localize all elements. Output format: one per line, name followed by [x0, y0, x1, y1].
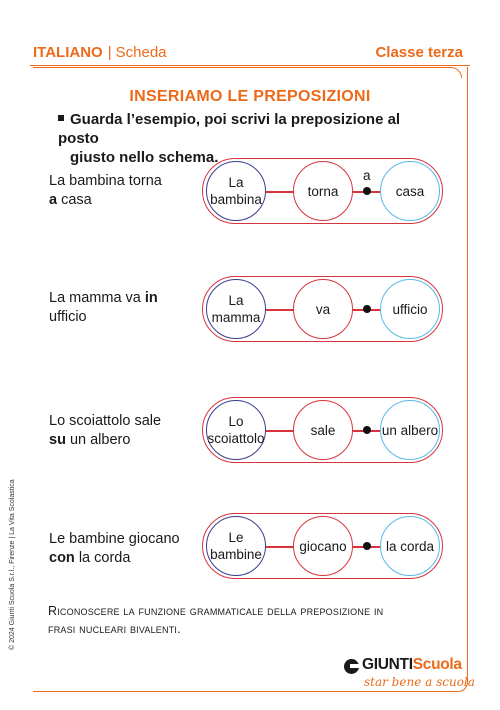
subject-circle: La mamma [206, 279, 266, 339]
logo-brand [362, 656, 462, 674]
sentence-preposition: in [144, 290, 158, 306]
preposition-label: a [363, 168, 371, 183]
preposition-dot [363, 305, 371, 313]
complement-circle: ufficio [380, 279, 440, 339]
publisher-logo [344, 656, 475, 692]
sentence-text: ufficio [49, 309, 87, 325]
learning-objective [48, 603, 448, 639]
header-separator: | [107, 44, 112, 61]
schema-row-2 [202, 276, 445, 344]
sentence-preposition: su [49, 432, 66, 448]
sentence-text: Le bambine giocano [49, 531, 180, 547]
logo-brand-a: GIUNTI [362, 656, 413, 673]
connector-line [266, 546, 294, 548]
sentence-1 [49, 172, 199, 210]
instruction-line-1: Guarda l’esempio, poi scrivi la preposizione al posto [58, 111, 401, 147]
sentence-text: La bambina torna [49, 173, 162, 189]
sentence-text: la corda [78, 550, 131, 566]
sheet-type-label: Scheda [115, 44, 167, 61]
preposition-dot [363, 187, 371, 195]
connector-line [266, 309, 294, 311]
sentence-text: La mamma va [49, 290, 141, 306]
complement-circle: un albero [380, 400, 440, 460]
copyright-notice: © 2024 Giunti Scuola S.r.l., Firenze | La Vita Scolastica [9, 479, 16, 650]
preposition-dot [363, 426, 371, 434]
sentence-2 [49, 289, 199, 327]
verb-circle: giocano [293, 516, 353, 576]
logo-tagline: star bene a scuola [364, 675, 475, 689]
connector-line [266, 191, 294, 193]
verb-circle: va [293, 279, 353, 339]
sentence-preposition: a [49, 192, 58, 208]
bullet-icon [58, 115, 64, 121]
complement-circle: casa [380, 161, 440, 221]
schema-row-3 [202, 397, 445, 465]
subject-label: ITALIANO [33, 44, 103, 61]
sentence-4 [49, 530, 199, 568]
objective-line-1: Riconoscere la funzione grammaticale della preposizione in [48, 604, 384, 618]
verb-circle: sale [293, 400, 353, 460]
sentence-preposition: con [49, 550, 75, 566]
sentence-text: Lo scoiattolo sale [49, 413, 162, 429]
connector-line [266, 430, 294, 432]
instruction-line-2: giusto nello schema. [70, 149, 219, 166]
sentence-text: un albero [69, 432, 131, 448]
sentence-3 [49, 412, 199, 450]
header-divider [30, 65, 470, 66]
sentence-text: casa [61, 192, 92, 208]
giunti-g-icon [344, 659, 359, 674]
class-label: Classe terza [375, 44, 463, 61]
page-title: INSERIAMO LE PREPOSIZIONI [129, 88, 371, 105]
complement-circle: la corda [380, 516, 440, 576]
schema-row-4 [202, 513, 445, 581]
subject-circle: La bambina [206, 161, 266, 221]
content-frame-top [33, 67, 462, 78]
subject-circle: Le bambine [206, 516, 266, 576]
schema-row-1 [202, 158, 445, 226]
objective-line-2: frasi nucleari bivalenti. [48, 622, 181, 636]
logo-brand-b: Scuola [412, 656, 462, 673]
header-subject [33, 44, 167, 61]
verb-circle: torna [293, 161, 353, 221]
subject-circle: Lo scoiattolo [206, 400, 266, 460]
preposition-dot [363, 542, 371, 550]
